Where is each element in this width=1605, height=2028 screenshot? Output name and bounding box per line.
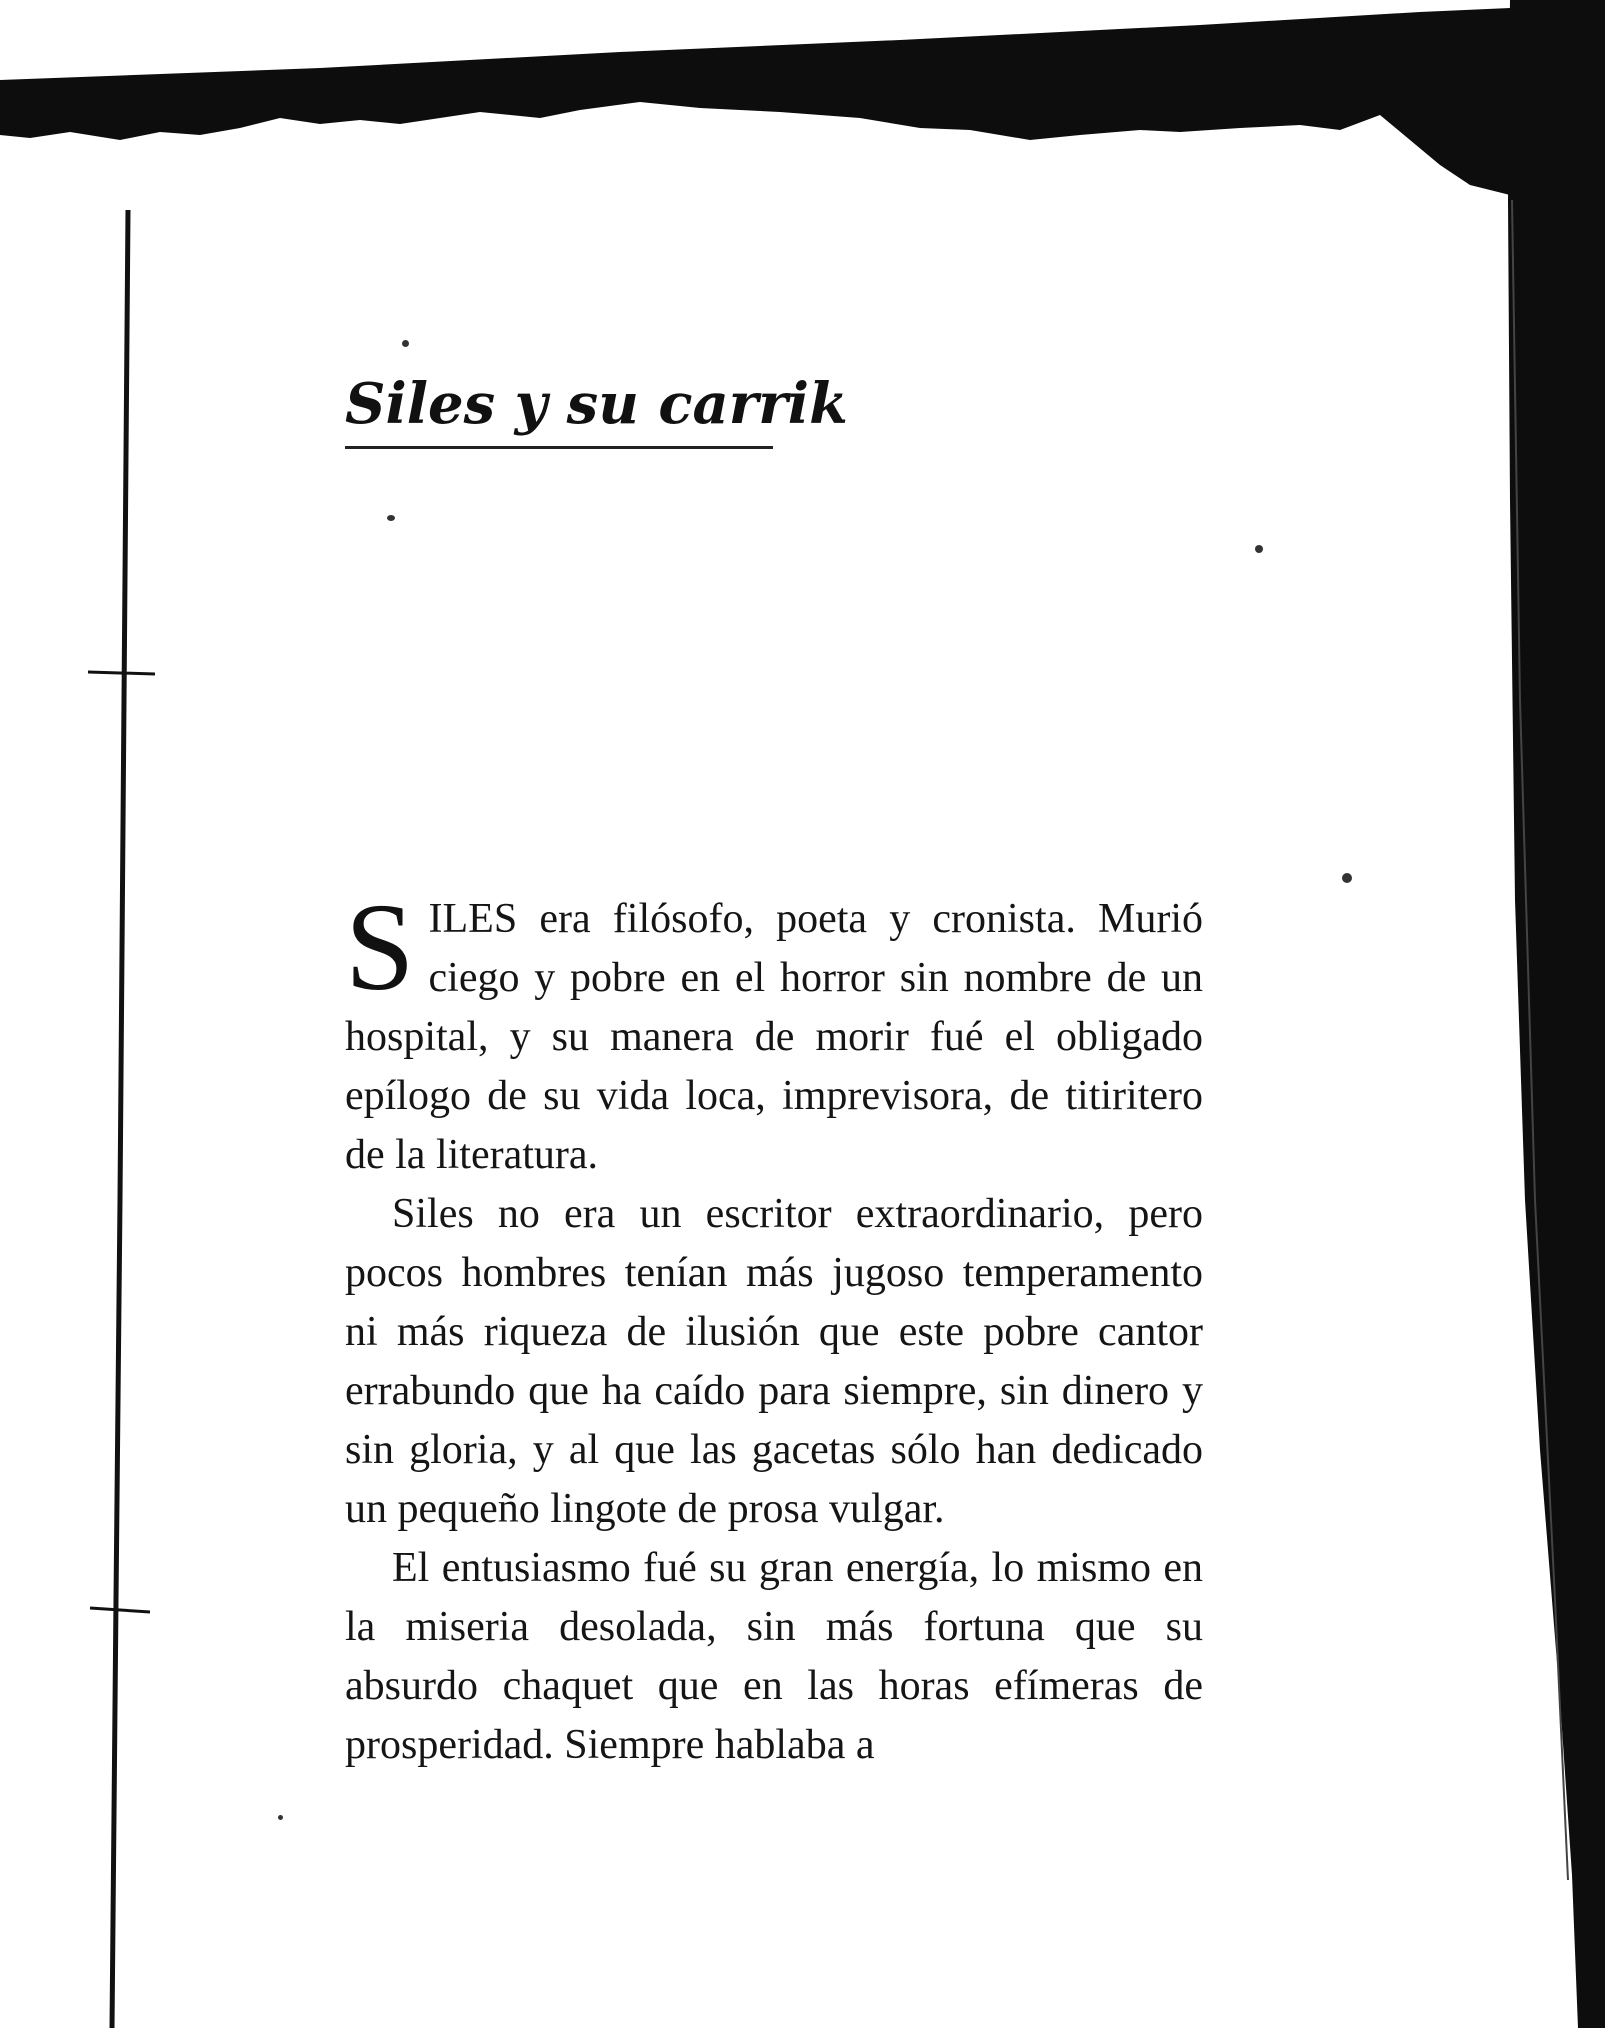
paragraph-2: Siles no era un escritor extraordinario, pero pocos hombres tenían más jugoso temperamento ni más riqueza de ilusión que este pobre cantor errabundo que ha caído para siempre, sin dinero y sin gloria, y al que las gacetas sólo han dedicado un pequeño lingote de prosa vulgar.	[345, 1191, 1203, 1532]
specks	[278, 1815, 283, 1820]
page-title: Siles y su carrik	[345, 371, 848, 437]
title-underline	[345, 446, 773, 449]
paragraph-1-text: ILES era filósofo, poeta y cronista. Murió ciego y pobre en el horror sin nombre de un hospital, y su manera de morir fué el obligado epílogo de su vida loca, imprevisora, de titiritero de la literatura.	[345, 896, 1203, 1178]
body-text	[345, 879, 1203, 1775]
specks	[1342, 873, 1352, 883]
drop-cap: S	[345, 879, 415, 1017]
left-tick-lower	[90, 1608, 150, 1612]
specks	[1255, 545, 1263, 553]
paragraph-3: El entusiasmo fué su gran energía, lo mismo en la miseria desolada, sin más fortuna que su absurdo chaquet que en las horas efímeras de prosperidad. Siempre hablaba a	[345, 1545, 1203, 1768]
right-edge-shadow	[1508, 0, 1605, 2028]
specks	[402, 340, 409, 347]
left-margin-line	[112, 210, 128, 2028]
specks	[387, 515, 395, 521]
torn-top-edge	[0, 8, 1510, 195]
left-tick-upper	[88, 672, 155, 674]
paragraph-1	[345, 879, 1203, 1185]
